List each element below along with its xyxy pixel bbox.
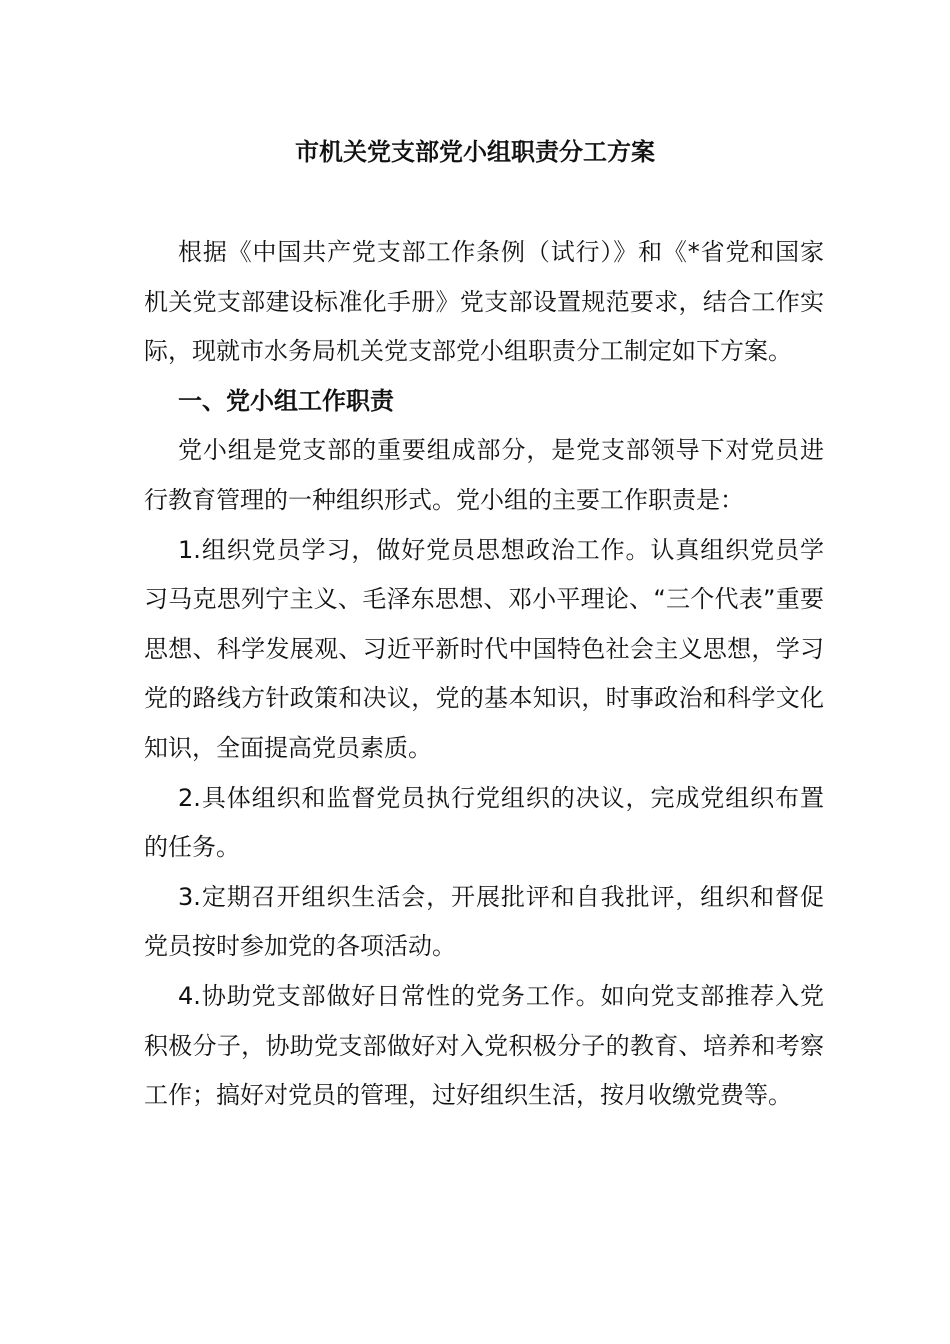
duty-item-1: 1.组织党员学习，做好党员思想政治工作。认真组织党员学习马克思列宁主义、毛泽东思想、邓小平理论、“三个代表”重要思想、科学发展观、习近平新时代中国特色社会主义思想，学习党的路线方针政策和决议，党的基本知识，时事政治和科学文化知识，全面提高党员素质。 [144,535,824,762]
document-body [144,228,824,1121]
document-title: 市机关党支部党小组职责分工方案 [295,138,655,166]
intro-paragraph: 根据《中国共产党支部工作条例（试行）》和《*省党和国家机关党支部建设标准化手册》党支部设置规范要求，结合工作实际，现就市水务局机关党支部党小组职责分工制定如下方案。 [144,238,824,366]
duty-item-4: 4.协助党支部做好日常性的党务工作。如向党支部推荐入党积极分子，协助党支部做好对入党积极分子的教育、培养和考察工作；搞好对党员的管理，过好组织生活，按月收缴党费等。 [144,981,824,1110]
section-intro-paragraph: 党小组是党支部的重要组成部分，是党支部领导下对党员进行教育管理的一种组织形式。党小组的主要工作职责是： [144,436,824,514]
duty-item-2: 2.具体组织和监督党员执行党组织的决议，完成党组织布置的任务。 [144,783,824,862]
duty-item-3: 3.定期召开组织生活会，开展批评和自我批评，组织和督促党员按时参加党的各项活动。 [144,882,824,961]
section-heading: 一、党小组工作职责 [178,386,394,415]
